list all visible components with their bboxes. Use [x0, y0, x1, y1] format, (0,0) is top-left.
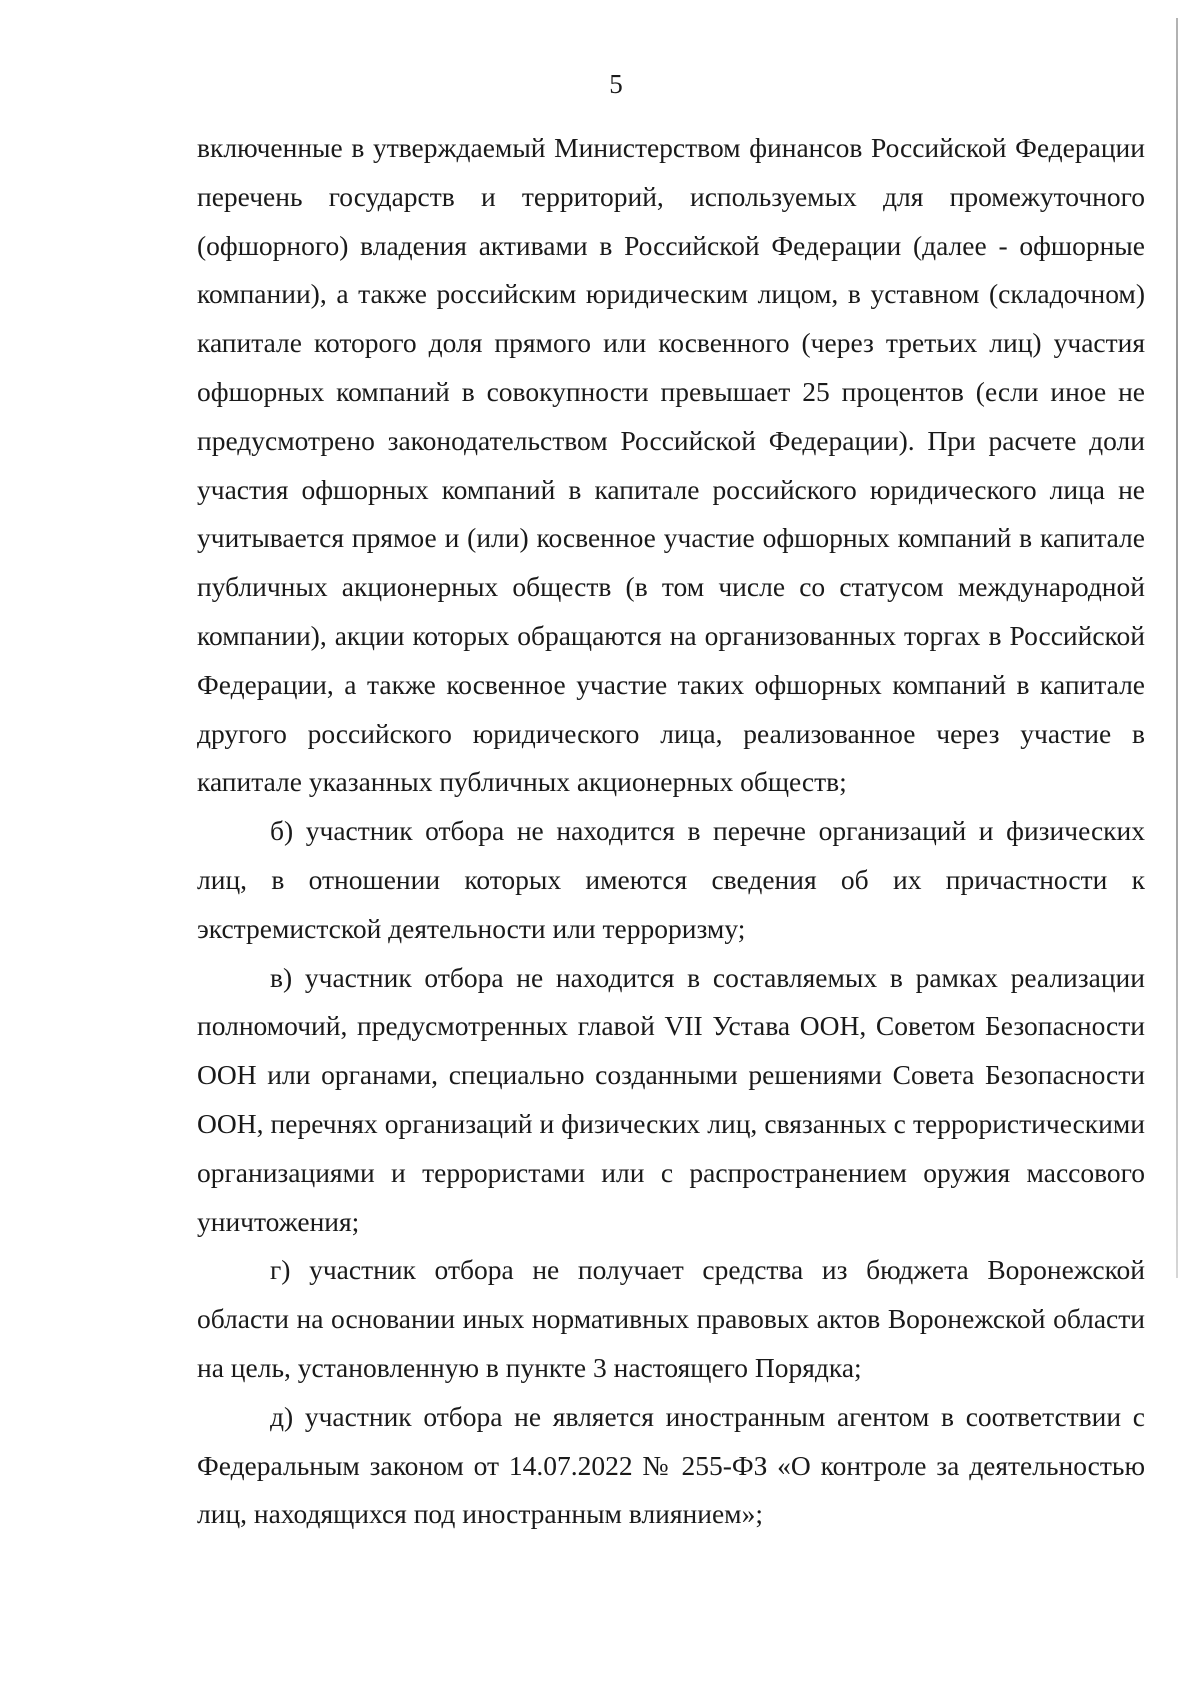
document-body	[197, 124, 1145, 1539]
paragraph-offshore-continuation: включенные в утверждаемый Министерством финансов Российской Федерации перечень государств и территорий, используемых для промежуточного (офшорного) владения активами в Российской Федерации (далее - офшорные компании), а также российским юридическим лицом, в уставном (складочном) капитале которого доля прямого или косвенного (через третьих лиц) участия офшорных компаний в совокупности превышает 25 процентов (если иное не предусмотрено законодательством Российской Федерации). При расчете доли участия офшорных компаний в капитале российского юридического лица не учитывается прямое и (или) косвенное участие офшорных компаний в капитале публичных акционерных обществ (в том числе со статусом международной компании), акции которых обращаются на организованных торгах в Российской Федерации, а также косвенное участие таких офшорных компаний в капитале другого российского юридического лица, реализованное через участие в капитале указанных публичных акционерных обществ;	[197, 132, 1145, 798]
paragraph-item-g: г) участник отбора не получает средства из бюджета Воронежской области на основании иных нормативных правовых актов Воронежской области на цель, установленную в пункте 3 настоящего Порядка;	[197, 1254, 1145, 1383]
paragraph-item-d: д) участник отбора не является иностранным агентом в соответствии с Федеральным законом от 14.07.2022 № 255-ФЗ «О контроле за деятельностью лиц, находящихся под иностранным влиянием»;	[197, 1400, 1145, 1530]
paragraph-item-b: б) участник отбора не находится в перечне организаций и физических лиц, в отношении которых имеются сведения об их причастности к экстремистской деятельности или терроризму;	[197, 815, 1145, 944]
page-number: 5	[609, 69, 623, 99]
scan-edge-line	[1176, 18, 1178, 1278]
paragraph-item-v: в) участник отбора не находится в составляемых в рамках реализации полномочий, предусмотренных главой VII Устава ООН, Советом Безопасности ООН или органами, специально созданными решениями Совета Безопасности ООН, перечнях организаций и физических лиц, связанных с террористическими организациями и террористами или с распространением оружия массового уничтожения;	[197, 961, 1145, 1237]
